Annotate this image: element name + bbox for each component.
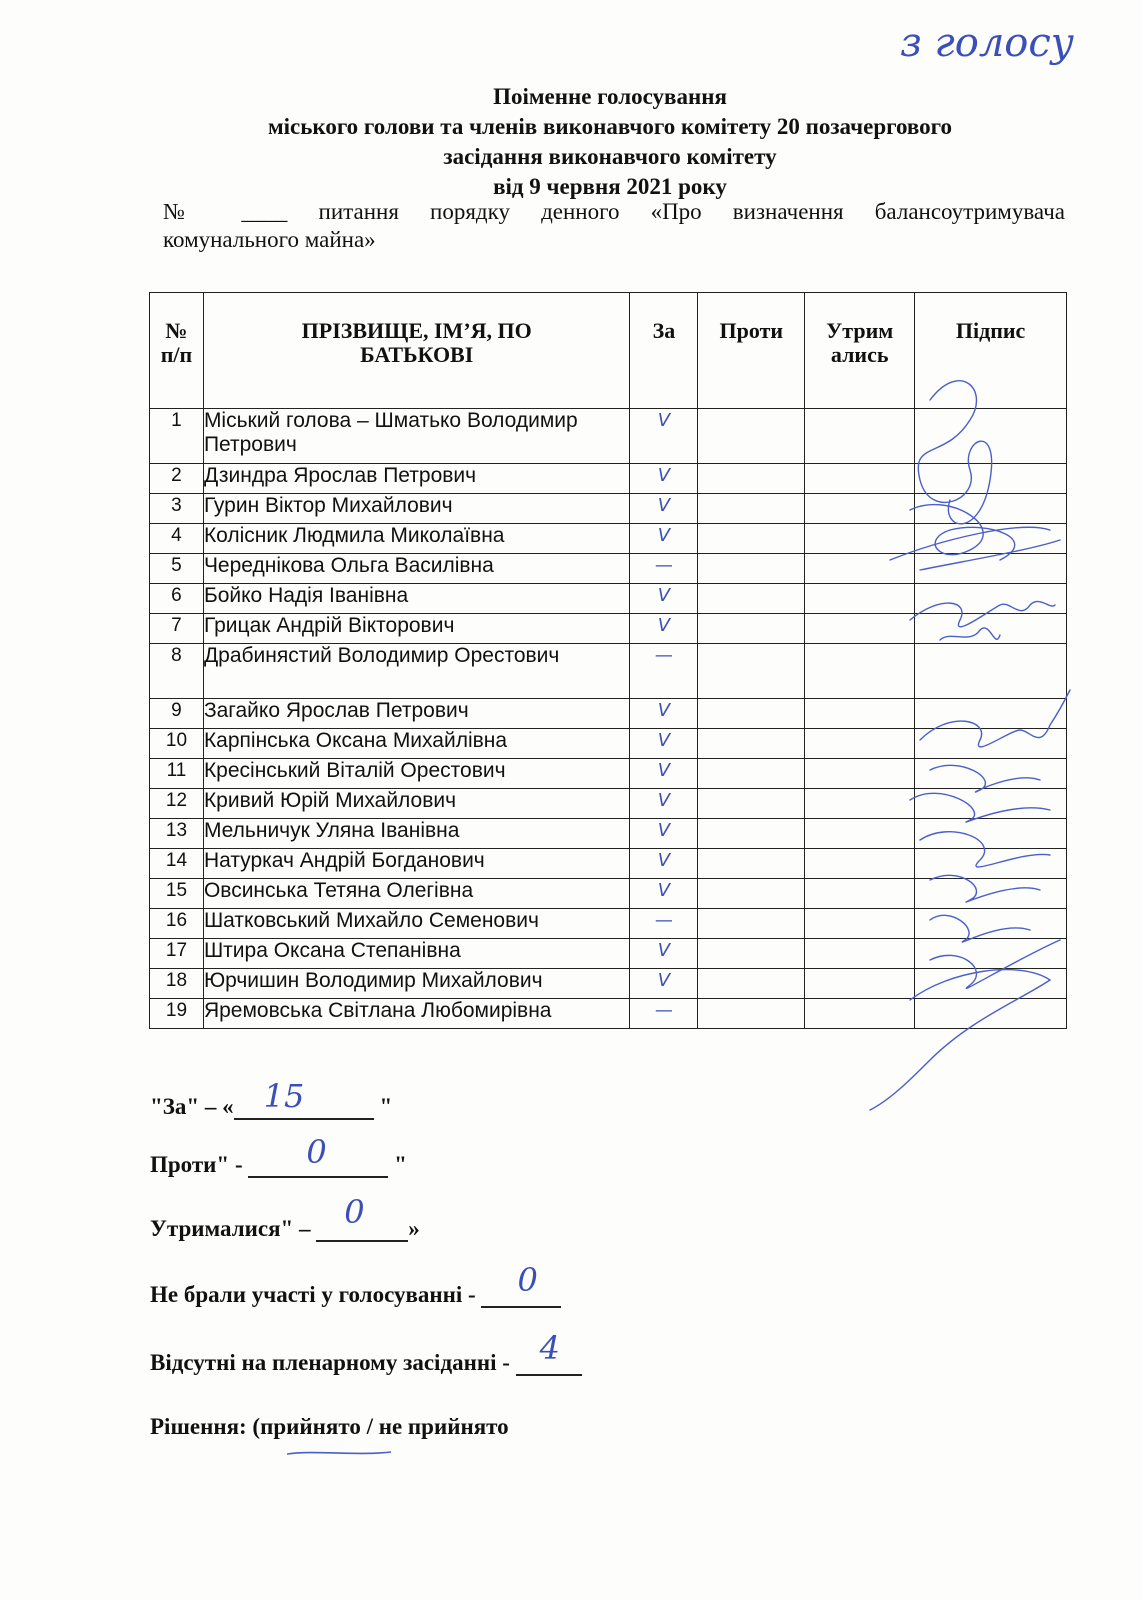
row-num: 1 (150, 409, 204, 464)
row-name: Грицак Андрій Вікторович (203, 614, 630, 644)
summary-against-close: " (388, 1152, 407, 1177)
header-subtitle-1: міського голови та членів виконавчого комітету 20 позачергового (267, 114, 953, 139)
signature-scribble (870, 970, 1050, 1110)
row-name: Мельничук Уляна Іванівна (203, 819, 630, 849)
summary-absent-label: Відсутні на пленарному засіданні - (150, 1350, 516, 1375)
row-for-mark: V (630, 699, 698, 729)
row-name: Колісник Людмила Миколаївна (203, 524, 630, 554)
signature-scribble (930, 915, 1030, 942)
signature-scribble (940, 628, 1000, 640)
summary-against (150, 1133, 407, 1178)
row-against-cell (698, 879, 805, 909)
row-name: Череднікова Ольга Василівна (203, 554, 630, 584)
summary-for-label: "За" – « (150, 1094, 234, 1119)
summary-absent-blank (516, 1329, 582, 1376)
header-subtitle-2: засідання виконавчого комітету (443, 144, 777, 169)
row-for-mark: V (630, 759, 698, 789)
row-name: Драбинястий Володимир Орестович (203, 644, 630, 699)
row-against-cell (698, 909, 805, 939)
signature-scribble (910, 793, 1050, 822)
decision-underline (285, 1448, 395, 1460)
row-num: 6 (150, 584, 204, 614)
row-name: Кривий Юрій Михайлович (203, 789, 630, 819)
signature-scribble (890, 527, 1060, 570)
row-for-mark: V (630, 409, 698, 464)
row-against-cell (698, 819, 805, 849)
row-against-cell (698, 644, 805, 699)
row-for-mark: V (630, 729, 698, 759)
row-for-mark: V (630, 614, 698, 644)
summary-abstained-blank (316, 1193, 408, 1242)
row-num: 16 (150, 909, 204, 939)
row-name: Бойко Надія Іванівна (203, 584, 630, 614)
row-for-mark: V (630, 849, 698, 879)
agenda-line-2: комунального майна» (163, 227, 376, 252)
row-num: 3 (150, 494, 204, 524)
summary-not-voted-label: Не брали участі у голосуванні - (150, 1282, 482, 1307)
row-for-mark: — (630, 999, 698, 1029)
signature-scribble (920, 690, 1070, 747)
col-header-abstained: Утрим ались (805, 293, 915, 409)
row-against-cell (698, 939, 805, 969)
summary-against-label: Проти" - (150, 1152, 249, 1177)
col-header-name: ПРІЗВИЩЕ, ІМ’Я, ПО БАТЬКОВІ (203, 293, 630, 409)
row-for-mark: V (630, 879, 698, 909)
summary-for (150, 1077, 393, 1120)
row-for-mark: V (630, 584, 698, 614)
row-for-mark: V (630, 969, 698, 999)
row-num: 5 (150, 554, 204, 584)
summary-decision-label: Рішення: (прийнято / не прийнято (150, 1414, 509, 1439)
signature-scribble (918, 381, 991, 524)
summary-abstained-value: 0 (344, 1193, 365, 1231)
row-name: Гурин Віктор Михайлович (203, 494, 630, 524)
row-num: 2 (150, 464, 204, 494)
row-name: Овсинська Тетяна Олегівна (203, 879, 630, 909)
signature-scribbles (850, 360, 1110, 1120)
signature-scribble (920, 832, 1050, 867)
row-name: Яремовська Світлана Любомирівна (203, 999, 630, 1029)
row-against-cell (698, 759, 805, 789)
header-title: Поіменне голосування (493, 84, 727, 109)
row-num: 8 (150, 644, 204, 699)
top-handwritten-note: з голосу (900, 20, 1074, 66)
row-num: 4 (150, 524, 204, 554)
row-against-cell (698, 729, 805, 759)
row-name: Загайко Ярослав Петрович (203, 699, 630, 729)
row-num: 14 (150, 849, 204, 879)
row-for-mark: V (630, 939, 698, 969)
signature-scribble (910, 505, 1015, 560)
summary-against-value: 0 (306, 1133, 327, 1171)
row-num: 7 (150, 614, 204, 644)
signature-scribble (930, 765, 1040, 792)
row-num: 13 (150, 819, 204, 849)
col-header-signature: Підпис (915, 293, 1067, 409)
summary-absent (150, 1329, 582, 1376)
row-against-cell (698, 464, 805, 494)
summary-decision (150, 1414, 509, 1440)
row-name: Шатковський Михайло Семенович (203, 909, 630, 939)
row-for-mark: — (630, 909, 698, 939)
row-name: Кресінський Віталій Орестович (203, 759, 630, 789)
summary-not-voted-value: 0 (517, 1261, 538, 1299)
row-num: 9 (150, 699, 204, 729)
row-name: Натуркач Андрій Богданович (203, 849, 630, 879)
row-num: 12 (150, 789, 204, 819)
row-name: Міський голова – Шматько Володимир Петрович (203, 409, 630, 464)
row-for-mark: V (630, 819, 698, 849)
row-for-mark: V (630, 494, 698, 524)
summary-for-value: 15 (263, 1077, 305, 1115)
row-name: Карпінська Оксана Михайлівна (203, 729, 630, 759)
row-num: 15 (150, 879, 204, 909)
row-for-mark: V (630, 464, 698, 494)
col-header-against: Проти (698, 293, 805, 409)
row-for-mark: — (630, 554, 698, 584)
row-name: Штира Оксана Степанівна (203, 939, 630, 969)
summary-absent-value: 4 (539, 1329, 560, 1367)
document-header (150, 82, 1070, 202)
summary-abstained-close: » (408, 1216, 420, 1241)
summary-not-voted-blank (481, 1261, 561, 1308)
summary-against-blank (248, 1133, 388, 1178)
summary-abstained-label: Утрималися" – (150, 1216, 317, 1241)
row-num: 19 (150, 999, 204, 1029)
row-against-cell (698, 614, 805, 644)
header-date: від 9 червня 2021 року (493, 174, 727, 199)
summary-for-blank (234, 1077, 374, 1120)
row-name: Дзиндра Ярослав Петрович (203, 464, 630, 494)
row-against-cell (698, 699, 805, 729)
row-for-mark: V (630, 789, 698, 819)
row-against-cell (698, 409, 805, 464)
summary-for-close: " (373, 1094, 393, 1119)
row-against-cell (698, 969, 805, 999)
signature-scribble (930, 875, 1040, 902)
row-against-cell (698, 524, 805, 554)
summary-not-voted (150, 1261, 561, 1308)
row-against-cell (698, 494, 805, 524)
row-for-mark: V (630, 524, 698, 554)
agenda-line-1: № ____ питання порядку денного «Про визначення балансоутримувача (163, 199, 1065, 224)
summary-abstained (150, 1193, 420, 1242)
row-num: 18 (150, 969, 204, 999)
col-header-num: № п/п (150, 293, 204, 409)
row-against-cell (698, 849, 805, 879)
row-num: 10 (150, 729, 204, 759)
col-header-for: За (630, 293, 698, 409)
signature-scribble (910, 601, 1055, 626)
row-against-cell (698, 584, 805, 614)
row-name: Юрчишин Володимир Михайлович (203, 969, 630, 999)
row-against-cell (698, 789, 805, 819)
row-against-cell (698, 554, 805, 584)
row-num: 11 (150, 759, 204, 789)
row-against-cell (698, 999, 805, 1029)
row-num: 17 (150, 939, 204, 969)
signature-scribble (930, 940, 1060, 988)
row-for-mark: — (630, 644, 698, 699)
